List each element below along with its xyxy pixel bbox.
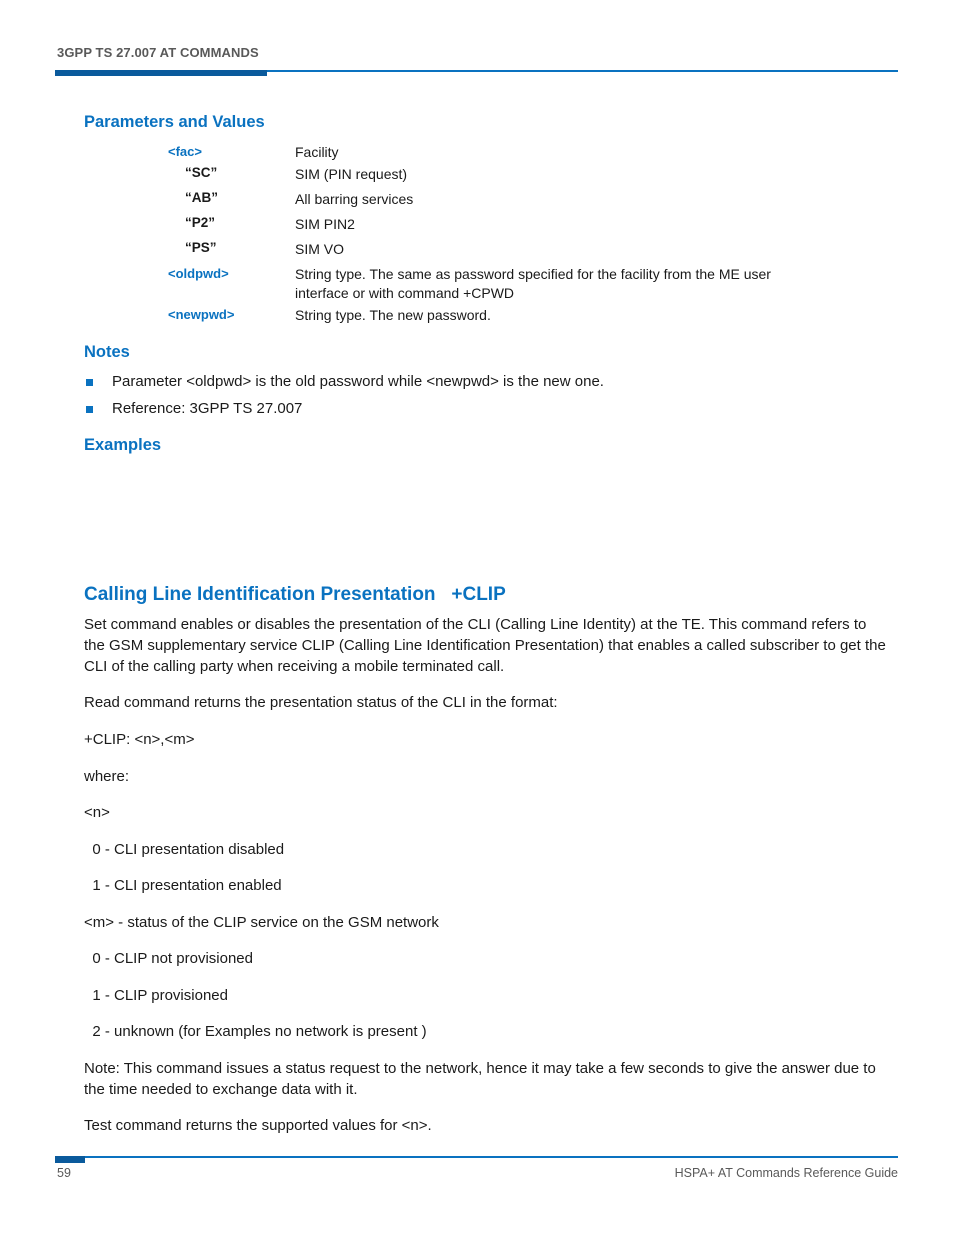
param-tag-fac: <fac> (168, 144, 202, 159)
clip-intro-paragraph: Set command enables or disables the presentation of the CLI (Calling Line Identity) at the TE. This command refers to the GSM supplementary service CLIP (Calling Line Identification Presentation) that enables a called subscriber to get the CLI of the calling party when receiving a mobile terminated call. (84, 616, 886, 675)
param-desc-ab: All barring services (295, 191, 414, 207)
clip-format-line: +CLIP: <n>,<m> (84, 731, 195, 748)
note-item: Reference: 3GPP TS 27.007 (112, 400, 303, 417)
clip-read-paragraph: Read command returns the presentation status of the CLI in the format: (84, 694, 558, 711)
bullet-square-icon (86, 406, 93, 413)
clip-where-line: where: (84, 768, 130, 785)
param-desc-newpwd: String type. The new password. (295, 307, 491, 323)
param-value-sc: “SC” (185, 165, 218, 180)
param-desc-fac: Facility (295, 144, 339, 160)
notes-heading: Notes (84, 343, 130, 361)
clip-note-paragraph: Note: This command issues a status request to the network, hence it may take a few seconds to give the answer due to the time needed to exchange data with it. (84, 1060, 876, 1098)
param-desc-oldpwd: String type. The same as password specified for the facility from the ME user interface or with command +CPWD (295, 266, 771, 301)
page-number: 59 (57, 1166, 71, 1180)
params-heading: Parameters and Values (84, 113, 265, 131)
param-value-ps: “PS” (185, 240, 217, 255)
header-accent-bar (55, 70, 267, 76)
param-desc-ps: SIM VO (295, 241, 345, 257)
clip-m-option-1: 1 - CLIP provisioned (84, 987, 228, 1004)
param-tag-newpwd: <newpwd> (168, 307, 235, 322)
clip-section-heading: Calling Line Identification Presentation +CLIP (84, 584, 506, 605)
param-tag-oldpwd: <oldpwd> (168, 266, 229, 281)
note-item: Parameter <oldpwd> is the old password while <newpwd> is the new one. (112, 373, 604, 390)
param-value-p2: “P2” (185, 215, 216, 230)
footer-doc-title: HSPA+ AT Commands Reference Guide (674, 1166, 898, 1180)
clip-n-option-1: 1 - CLI presentation enabled (84, 877, 282, 894)
clip-m-option-0: 0 - CLIP not provisioned (84, 950, 253, 967)
clip-n-option-0: 0 - CLI presentation disabled (84, 841, 285, 858)
clip-m-label: <m> - status of the CLIP service on the GSM network (84, 914, 439, 931)
param-desc-sc: SIM (PIN request) (295, 166, 408, 182)
param-value-ab: “AB” (185, 190, 218, 205)
clip-m-option-2: 2 - unknown (for Examples no network is present ) (84, 1023, 427, 1040)
clip-test-paragraph: Test command returns the supported values for <n>. (84, 1117, 432, 1134)
running-header: 3GPP TS 27.007 AT COMMANDS (57, 45, 259, 60)
bullet-square-icon (86, 379, 93, 386)
footer-accent-bar (55, 1156, 85, 1163)
param-desc-p2: SIM PIN2 (295, 216, 355, 232)
clip-n-label: <n> (84, 804, 110, 821)
examples-heading: Examples (84, 436, 162, 454)
footer-rule (55, 1156, 898, 1158)
